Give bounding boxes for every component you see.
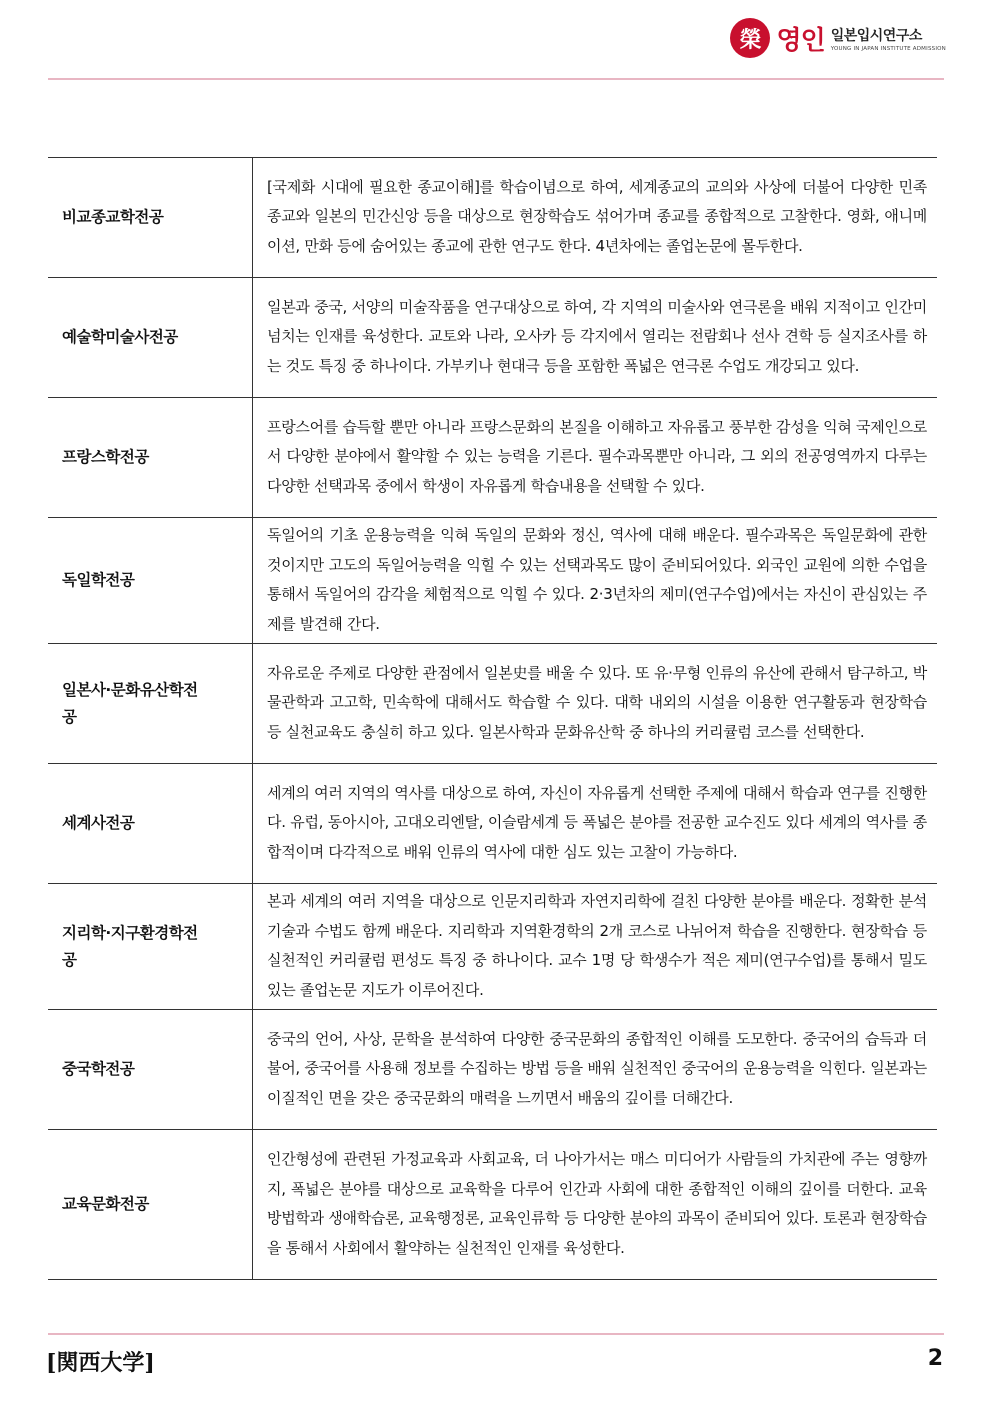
major-description: 본과 세계의 여러 지역을 대상으로 인문지리학과 자연지리학에 걸친 다양한 분야를 배운다. 정확한 분석기술과 수법도 함께 배운다. 지리학과 지역환경학의 2개 코스로 나뉘어져 학습을 진행한다. 현장학습 등 실천적인 커리큘럼 편성도 특징 중 하나이다. 교수 1명 당 학생수가 적은 제미(연구수업)를 통해서 밀도 있는 졸업논문 지도가 이루어진다. — [253, 884, 938, 1010]
major-description: 독일어의 기초 운용능력을 익혀 독일의 문화와 정신, 역사에 대해 배운다. 필수과목은 독일문화에 관한 것이지만 고도의 독일어능력을 익힐 수 있는 선택과목도 많이 준비되어있다. 외국인 교원에 의한 수업을 통해서 독일어의 감각을 체험적으로 익힐 수 있다. 2·3년차의 제미(연구수업)에서는 자신이 관심있는 주제를 발견해 간다. — [253, 518, 938, 644]
table-row — [48, 398, 937, 518]
logo-emblem: 榮 — [730, 18, 770, 58]
major-name: 예술학미술사전공 — [48, 278, 253, 398]
logo-text-group — [831, 25, 946, 52]
logo-subtitle: 일본입시연구소 — [830, 27, 922, 44]
major-name: 비교종교학전공 — [48, 158, 253, 278]
table-row — [48, 884, 937, 1010]
table-row — [48, 764, 937, 884]
major-name: 중국학전공 — [48, 1010, 253, 1130]
page-number: 2 — [927, 1346, 943, 1371]
table-row — [48, 1130, 937, 1280]
major-description: [국제화 시대에 필요한 종교이해]를 학습이념으로 하여, 세계종교의 교의와 사상에 더불어 다양한 민족종교와 일본의 민간신앙 등을 대상으로 현장학습도 섞어가며 종교를 종합적으로 고찰한다. 영화, 애니메이션, 만화 등에 숨어있는 종교에 관한 연구도 한다. 4년차에는 졸업논문에 몰두한다. — [253, 158, 938, 278]
footer-divider — [48, 1333, 944, 1335]
table-row — [48, 158, 937, 278]
major-name: 세계사전공 — [48, 764, 253, 884]
logo-name: 영인 — [776, 25, 825, 56]
major-name: 일본사·문화유산학전공 — [48, 644, 253, 764]
page-header — [0, 0, 992, 80]
university-label: [関西大学] — [46, 1350, 155, 1376]
major-description: 중국의 언어, 사상, 문학을 분석하여 다양한 중국문화의 종합적인 이해를 도모한다. 중국어의 습득과 더불어, 중국어를 사용해 정보를 수집하는 방법 등을 배워 실천적인 중국어의 운용능력을 익힌다. 일본과는 이질적인 면을 갖은 중국문화의 매력을 느끼면서 배움의 깊이를 더해간다. — [253, 1010, 938, 1130]
major-description: 인간형성에 관련된 가정교육과 사회교육, 더 나아가서는 매스 미디어가 사람들의 가치관에 주는 영향까지, 폭넓은 분야를 대상으로 교육학을 다루어 인간과 사회에 대한 종합적인 이해의 깊이를 더한다. 교육방법학과 생애학습론, 교육행정론, 교육인류학 등 다양한 분야의 과목이 준비되어 있다. 토론과 현장학습을 통해서 사회에서 활약하는 실천적인 인재를 육성한다. — [253, 1130, 938, 1280]
logo-subtitle-english: YOUNG IN JAPAN INSTITUTE ADMISSION — [830, 45, 946, 52]
table-row — [48, 1010, 937, 1130]
major-name: 지리학·지구환경학전공 — [48, 884, 253, 1010]
institute-logo — [730, 18, 946, 58]
majors-table — [48, 157, 937, 1280]
header-divider — [48, 78, 944, 80]
major-description: 자유로운 주제로 다양한 관점에서 일본史를 배울 수 있다. 또 유·무형 인류의 유산에 관해서 탐구하고, 박물관학과 고고학, 민속학에 대해서도 학습할 수 있다. 대학 내외의 시설을 이용한 연구활동과 현장학습 등 실천교육도 충실히 하고 있다. 일본사학과 문화유산학 중 하나의 커리큘럼 코스를 선택한다. — [253, 644, 938, 764]
major-description: 세계의 여러 지역의 역사를 대상으로 하여, 자신이 자유롭게 선택한 주제에 대해서 학습과 연구를 진행한다. 유럽, 동아시아, 고대오리엔탈, 이슬람세계 등 폭넓은 분야를 전공한 교수진도 있다 세계의 역사를 종합적이며 다각적으로 배워 인류의 역사에 대한 심도 있는 고찰이 가능하다. — [253, 764, 938, 884]
table-row — [48, 518, 937, 644]
major-name: 독일학전공 — [48, 518, 253, 644]
table-row — [48, 278, 937, 398]
major-description: 프랑스어를 습득할 뿐만 아니라 프랑스문화의 본질을 이해하고 자유롭고 풍부한 감성을 익혀 국제인으로서 다양한 분야에서 활약할 수 있는 능력을 기른다. 필수과목뿐만 아니라, 그 외의 전공영역까지 다루는 다양한 선택과목 중에서 학생이 자유롭게 학습내용을 선택할 수 있다. — [253, 398, 938, 518]
major-name: 프랑스학전공 — [48, 398, 253, 518]
table-row — [48, 644, 937, 764]
major-name: 교육문화전공 — [48, 1130, 253, 1280]
major-description: 일본과 중국, 서양의 미술작품을 연구대상으로 하여, 각 지역의 미술사와 연극론을 배워 지적이고 인간미 넘치는 인재를 육성한다. 교토와 나라, 오사카 등 각지에서 열리는 전람회나 선사 견학 등 실지조사를 하는 것도 특징 중 하나이다. 가부키나 현대극 등을 포함한 폭넓은 연극론 수업도 개강되고 있다. — [253, 278, 938, 398]
